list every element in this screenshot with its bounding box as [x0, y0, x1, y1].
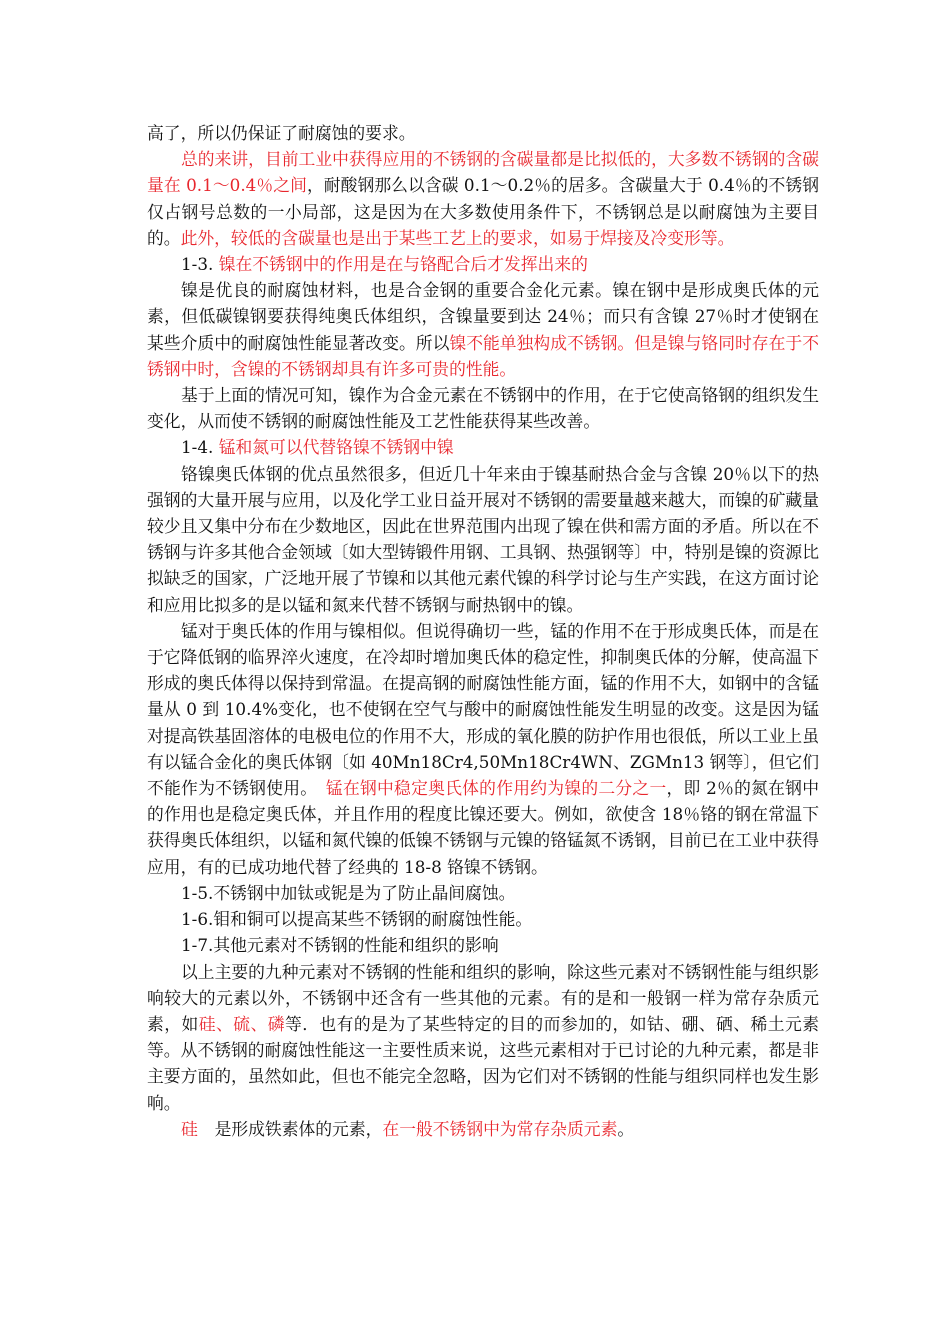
paragraph-p6	[147, 434, 819, 460]
paragraph-p2	[147, 146, 819, 251]
paragraph-p4	[147, 277, 819, 382]
text-run: 等．也有的是为了某些特定的目的而参加的，如钴、硼、硒、稀土元素等。从不锈钢的耐腐蚀性能这一主要性质来说，这些元素相对于已讨论的九种元素，都是非主要方面的，虽然如此，但也不能完全忽略，因为它们对不锈钢的性能与组织同样也发生影响。	[147, 1013, 819, 1113]
text-run: 以上主要的九种元素对不锈钢的性能和组织的影响，除这些元素对不锈钢性能与组织影响较大的元素以外，不锈钢中还含有一些其他的元素。有的是和一般钢一样为常存杂质元素，如	[147, 961, 819, 1034]
text-run: 1-6.钼和铜可以提高某些不锈钢的耐腐蚀性能。	[181, 909, 533, 930]
highlighted-text-run: 总的来讲，目前工业中获得应用的不锈钢的含碳量都是比拟低的，大多数不锈钢的含碳量在 0.1～0.4％之间	[147, 149, 819, 196]
highlighted-text-run: 锰在钢中稳定奥氏体的作用约为镍的二分之一	[325, 778, 667, 799]
text-run: 高了，所以仍保证了耐腐蚀的要求。	[147, 123, 416, 143]
text-run: 。	[617, 1118, 635, 1139]
text-run: 1-5.不锈钢中加钛或铌是为了防止晶间腐蚀。	[181, 882, 516, 903]
text-run: 1-3.	[181, 254, 219, 275]
text-run: 镍是优良的耐腐蚀材料，也是合金钢的重要合金化元素。镍在钢中是形成奥氏体的元素，但低碳镍钢要获得纯奥氏体组织，含镍量要到达 24％；而只有含镍 27％时才使钢在某些介质中的耐腐蚀性能显著改变。所以	[147, 280, 819, 353]
paragraph-p7	[147, 461, 819, 618]
paragraph-p9	[147, 880, 819, 906]
paragraph-p10	[147, 906, 819, 932]
highlighted-text-run: 镍不能单独构成不锈钢。但是镍与铬同时存在于不锈钢中时，含镍的不锈钢却具有许多可贵的性能。	[147, 332, 819, 379]
highlighted-text-run: 在一般不锈钢中为常存杂质元素	[382, 1118, 618, 1139]
document-page	[147, 120, 819, 1142]
paragraph-p12	[147, 959, 819, 1116]
paragraph-p13	[147, 1116, 819, 1142]
text-run: 1-7.其他元素对不锈钢的性能和组织的影响	[181, 935, 499, 956]
paragraph-p5	[147, 382, 819, 434]
highlighted-text-run: 镍在不锈钢中的作用是在与铬配合后才发挥出来的	[218, 254, 588, 275]
text-run: ，耐酸钢那么以含碳 0.1～0.2％的居多。含碳量大于 0.4％的不锈钢仅占钢号总数的一小局部，这是因为在大多数使用条件下，不锈钢总是以耐腐蚀为主要目的。	[147, 175, 819, 248]
text-run: 锰对于奥氏体的作用与镍相似。但说得确切一些，锰的作用不在于形成奥氏体，而是在于它降低钢的临界淬火速度，在冷却时增加奥氏体的稳定性，抑制奥氏体的分解，使高温下形成的奥氏体得以保持到常温。在提高钢的耐腐蚀性能方面，锰的作用不大，如钢中的含锰量从 0 到 10.4%变化，也不使钢在空气与酸中的耐腐蚀性能发生明显的改变。这是因为锰对提高铁基固溶体的电极电位的作用不大，形成的氧化膜的防护作用也很低，所以工业上虽有以锰合金化的奥氏体钢〔如 40Mn18Cr4,50Mn18Cr4WN、ZGMn13 钢等〕，但它们不能作为不锈钢使用。	[147, 620, 819, 799]
paragraph-p11	[147, 932, 819, 958]
highlighted-text-run: 硅	[181, 1118, 198, 1139]
highlighted-text-run: 锰和氮可以代替铬镍不锈钢中镍	[218, 437, 454, 458]
highlighted-text-run: 此外，较低的含碳量也是出于某些工艺上的要求，如易于焊接及冷变形等。	[180, 227, 735, 248]
text-run: 基于上面的情况可知，镍作为合金元素在不锈钢中的作用，在于它使高铬钢的组织发生变化，从而使不锈钢的耐腐蚀性能及工艺性能获得某些改善。	[147, 385, 819, 432]
paragraph-p1	[147, 120, 819, 146]
paragraph-p3	[147, 251, 819, 277]
highlighted-text-run: 硅、硫、磷	[198, 1013, 285, 1034]
text-run: ，即 2％的氮在钢中的作用也是稳定奥氏体，并且作用的程度比镍还要大。例如，欲使含 18％铬的钢在常温下获得奥氏体组织，以锰和氮代镍的低镍不锈钢与元镍的铬锰氮不诱钢，目前已在工业中获得应用，有的已成功地代替了经典的 18-8 铬镍不锈钢。	[147, 778, 819, 877]
text-run: 是形成铁素体的元素，	[197, 1118, 383, 1139]
text-run: 1-4.	[181, 437, 219, 458]
text-run: 铬镍奥氏体钢的优点虽然很多，但近几十年来由于镍基耐热合金与含镍 20％以下的热强钢的大量开展与应用，以及化学工业日益开展对不锈钢的需要量越来越大，而镍的矿藏量较少且又集中分布在少数地区，因此在世界范围内出现了镍在供和需方面的矛盾。所以在不锈钢与许多其他合金领域〔如大型铸锻件用钢、工具钢、热强钢等〕中，特别是镍的资源比拟缺乏的国家，广泛地开展了节镍和以其他元素代镍的科学讨论与生产实践，在这方面讨论和应用比拟多的是以锰和氮来代替不锈钢与耐热钢中的镍。	[147, 463, 819, 615]
paragraph-p8	[147, 618, 819, 880]
